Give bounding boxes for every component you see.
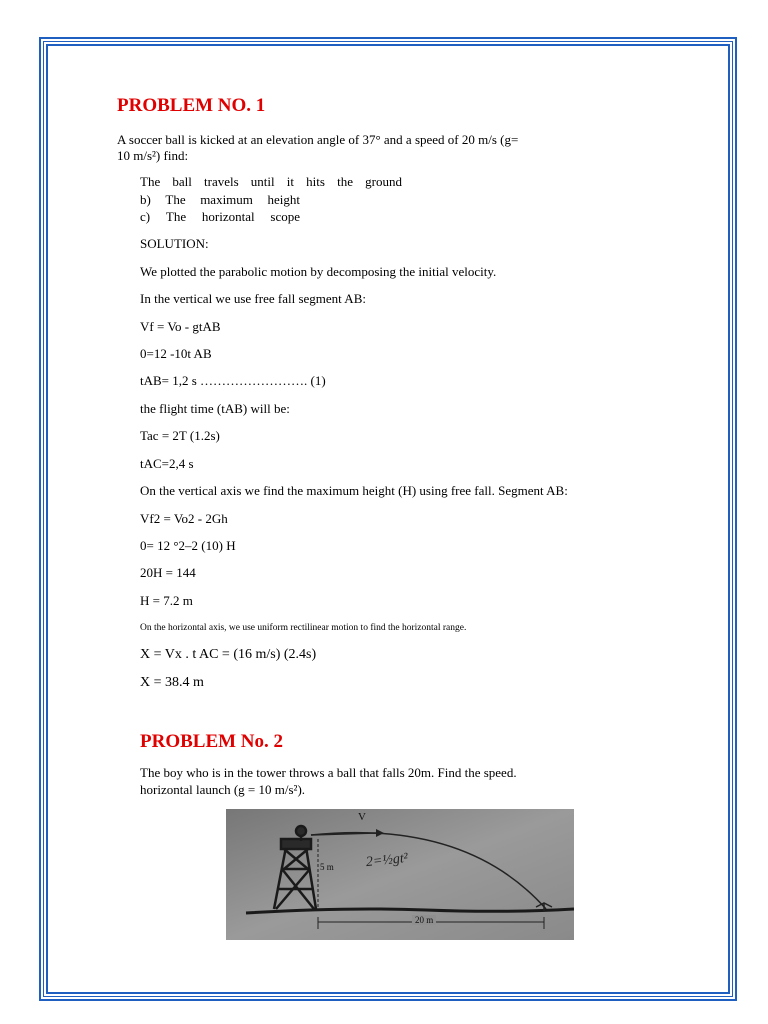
question-word: hits bbox=[306, 174, 325, 189]
equation-line: Tac = 2T (1.2s) bbox=[140, 428, 220, 443]
equation-line: 0= 12 °2–2 (10) H bbox=[140, 538, 236, 553]
question-c bbox=[140, 209, 300, 225]
horizontal-note: On the horizontal axis, we use uniform rectilinear motion to find the horizontal range. bbox=[140, 623, 467, 633]
solution-line: In the vertical we use free fall segment AB: bbox=[140, 291, 366, 306]
question-word: ground bbox=[365, 174, 402, 189]
question-word: The bbox=[165, 209, 187, 224]
problem-1-heading: PROBLEM NO. 1 bbox=[117, 95, 266, 116]
solution-line: the flight time (tAB) will be: bbox=[140, 401, 290, 416]
question-word: b) bbox=[140, 192, 151, 207]
question-word: ball bbox=[172, 174, 192, 189]
question-word: The bbox=[165, 192, 186, 207]
question-word: height bbox=[267, 192, 300, 207]
equation-line: tAC=2,4 s bbox=[140, 456, 194, 471]
equation-line: 0=12 -10t AB bbox=[140, 346, 212, 361]
question-b bbox=[140, 192, 300, 208]
question-word: until bbox=[250, 174, 275, 189]
problem-1-statement-line-2: 10 m/s²) find: bbox=[117, 148, 189, 163]
equation-line: tAB= 1,2 s ……………………. (1) bbox=[140, 373, 326, 388]
question-word: scope bbox=[270, 209, 300, 224]
tower-projectile-photo bbox=[226, 809, 574, 940]
question-word: the bbox=[337, 174, 353, 189]
problem-2-heading: PROBLEM No. 2 bbox=[140, 731, 284, 752]
distance-label: 20 m bbox=[412, 915, 436, 925]
question-a bbox=[140, 174, 402, 190]
velocity-label: V bbox=[358, 811, 366, 823]
problem-2-statement-line-1: The boy who is in the tower throws a ball that falls 20m. Find the speed. bbox=[140, 765, 517, 780]
question-word: travels bbox=[204, 174, 239, 189]
x-equation: X = Vx . t AC = (16 m/s) (2.4s) bbox=[140, 647, 317, 662]
tower-sketch bbox=[226, 809, 574, 940]
height-label: 5 m bbox=[320, 862, 334, 872]
problem-2-statement-line-2: horizontal launch (g = 10 m/s²). bbox=[140, 782, 306, 797]
equation-line: Vf = Vo - gtAB bbox=[140, 319, 221, 334]
question-word: horizontal bbox=[201, 209, 255, 224]
solution-line: We plotted the parabolic motion by decomposing the initial velocity. bbox=[140, 264, 497, 279]
equation-line: H = 7.2 m bbox=[140, 593, 193, 608]
x-result: X = 38.4 m bbox=[140, 675, 204, 690]
equation-line: Vf2 = Vo2 - 2Gh bbox=[140, 511, 228, 526]
question-word: The bbox=[140, 174, 161, 189]
question-word: it bbox=[286, 174, 295, 189]
equation-line: 20H = 144 bbox=[140, 565, 196, 580]
problem-1-statement-line-1: A soccer ball is kicked at an elevation angle of 37° and a speed of 20 m/s (g= bbox=[117, 132, 519, 147]
question-word: c) bbox=[140, 209, 151, 224]
question-word: maximum bbox=[200, 192, 253, 207]
equation-label: 2=½gt² bbox=[365, 850, 409, 871]
solution-label: SOLUTION: bbox=[140, 236, 209, 251]
solution-line: On the vertical axis we find the maximum height (H) using free fall. Segment AB: bbox=[140, 483, 568, 498]
